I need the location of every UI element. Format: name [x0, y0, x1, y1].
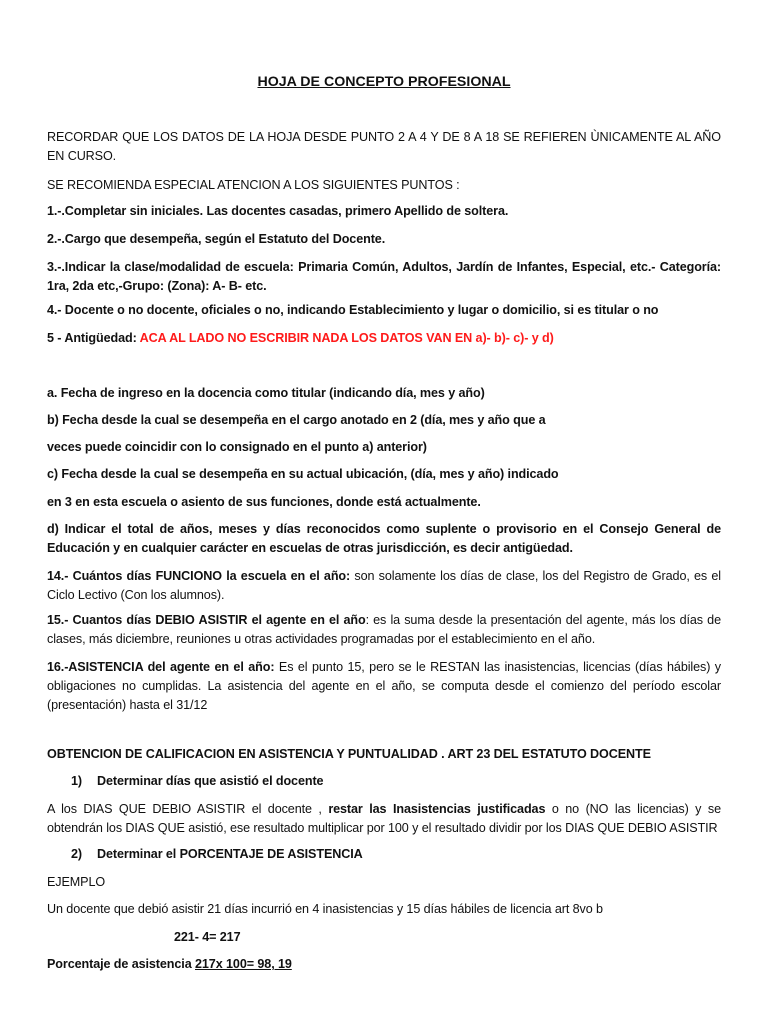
point-b-line2: veces puede coincidir con lo consignado en el punto a) anterior): [47, 440, 427, 454]
point-15-text: : es la suma desde la presentación del agente, más los días de clases, más diciembre, reuniones u otras actividades programadas por el establecimiento en el año.: [47, 613, 721, 646]
point-16-text: Es el punto 15, pero se le RESTAN las inasistencias, licencias (días hábiles) y obligaciones no cumplidas. La asistencia del agente en el año, se computa desde el comienzo del período escolar (presentación) hasta el 31/12: [47, 660, 722, 712]
point-c-line2: en 3 en esta escuela o asiento de sus funciones, donde está actualmente.: [47, 495, 481, 509]
calc-line: 221- 4= 217: [174, 930, 241, 944]
step-1-paragraph-a: A los DIAS QUE DEBIO ASISTIR el docente ,: [47, 802, 329, 816]
point-14-text: son solamente los días de clase, los del Registro de Grado, es el Ciclo Lectivo (Con los alumnos).: [47, 569, 721, 602]
porcentaje-line: [47, 955, 721, 974]
step-1-number: 1): [71, 774, 82, 788]
recommend-line: SE RECOMIENDA ESPECIAL ATENCION A LOS SIGUIENTES PUNTOS :: [47, 178, 460, 192]
step-1-paragraph-c: o no (NO las licencias) y se obtendrán los DIAS QUE asistió, ese resultado multiplicar por 100 y el resultado dividir por los DIAS QUE DEBIO ASISTIR: [47, 802, 721, 835]
point-b-line1: b) Fecha desde la cual se desempeña en el cargo anotado en 2 (día, mes y año que a: [47, 413, 546, 427]
item-5-warning: ACA AL LADO NO ESCRIBIR NADA LOS DATOS VAN EN a)- b)- c)- y d): [139, 331, 554, 345]
point-15: [47, 611, 721, 649]
point-c-line1: c) Fecha desde la cual se desempeña en su actual ubicación, (día, mes y año) indicado: [47, 467, 559, 481]
step-2-text: Determinar el PORCENTAJE DE ASISTENCIA: [97, 847, 363, 861]
item-3: 3.-.Indicar la clase/modalidad de escuela: Primaria Común, Adultos, Jardín de Infantes, Especial, etc.- Categoría: 1ra, 2da etc,-Grupo: (Zona): A- B- etc.: [47, 260, 721, 293]
item-1: 1.-.Completar sin iniciales. Las docentes casadas, primero Apellido de soltera.: [47, 204, 509, 218]
point-a: a. Fecha de ingreso en la docencia como titular (indicando día, mes y año): [47, 386, 485, 400]
point-14: [47, 567, 721, 605]
point-14-heading: 14.- Cuántos días FUNCIONO la escuela en el año:: [47, 569, 351, 583]
porcentaje-value: 217x 100= 98, 19: [195, 957, 292, 971]
item-5-colon: :: [132, 331, 140, 345]
point-d: d) Indicar el total de años, meses y días reconocidos como suplente o provisorio en el Consejo General de Educación y en cualquier carácter en escuelas de otras jurisdicción, es decir antigüedad.: [47, 522, 721, 555]
step-2: [71, 845, 721, 864]
porcentaje-label: Porcentaje de asistencia: [47, 957, 195, 971]
item-2: 2.-.Cargo que desempeña, según el Estatuto del Docente.: [47, 232, 386, 246]
obtencion-heading: OBTENCION DE CALIFICACION EN ASISTENCIA Y PUNTUALIDAD . ART 23 DEL ESTATUTO DOCENTE: [47, 747, 651, 761]
step-1-paragraph: [47, 800, 721, 838]
point-16: [47, 658, 721, 715]
item-4: 4.- Docente o no docente, oficiales o no, indicando Establecimiento y lugar o domicilio, si es titular o no: [47, 303, 659, 317]
ejemplo-text: Un docente que debió asistir 21 días incurrió en 4 inasistencias y 15 días hábiles de licencia art 8vo b: [47, 902, 603, 916]
point-15-heading: 15.- Cuantos días DEBIO ASISTIR el agente en el año: [47, 613, 366, 627]
item-5: [47, 329, 721, 348]
document-title: HOJA DE CONCEPTO PROFESIONAL: [257, 74, 511, 90]
step-1-text: Determinar días que asistió el docente: [97, 774, 324, 788]
intro-paragraph: RECORDAR QUE LOS DATOS DE LA HOJA DESDE PUNTO 2 A 4 Y DE 8 A 18 SE REFIEREN ÙNICAMENTE AL AÑO EN CURSO.: [47, 130, 721, 163]
ejemplo-label: EJEMPLO: [47, 875, 106, 889]
step-1-paragraph-bold: restar las Inasistencias justificadas: [328, 802, 546, 816]
item-5-label: 5 - Antigüedad: [47, 331, 133, 345]
point-16-heading: 16.-ASISTENCIA del agente en el año:: [47, 660, 275, 674]
step-1: [71, 772, 721, 791]
step-2-number: 2): [71, 847, 82, 861]
